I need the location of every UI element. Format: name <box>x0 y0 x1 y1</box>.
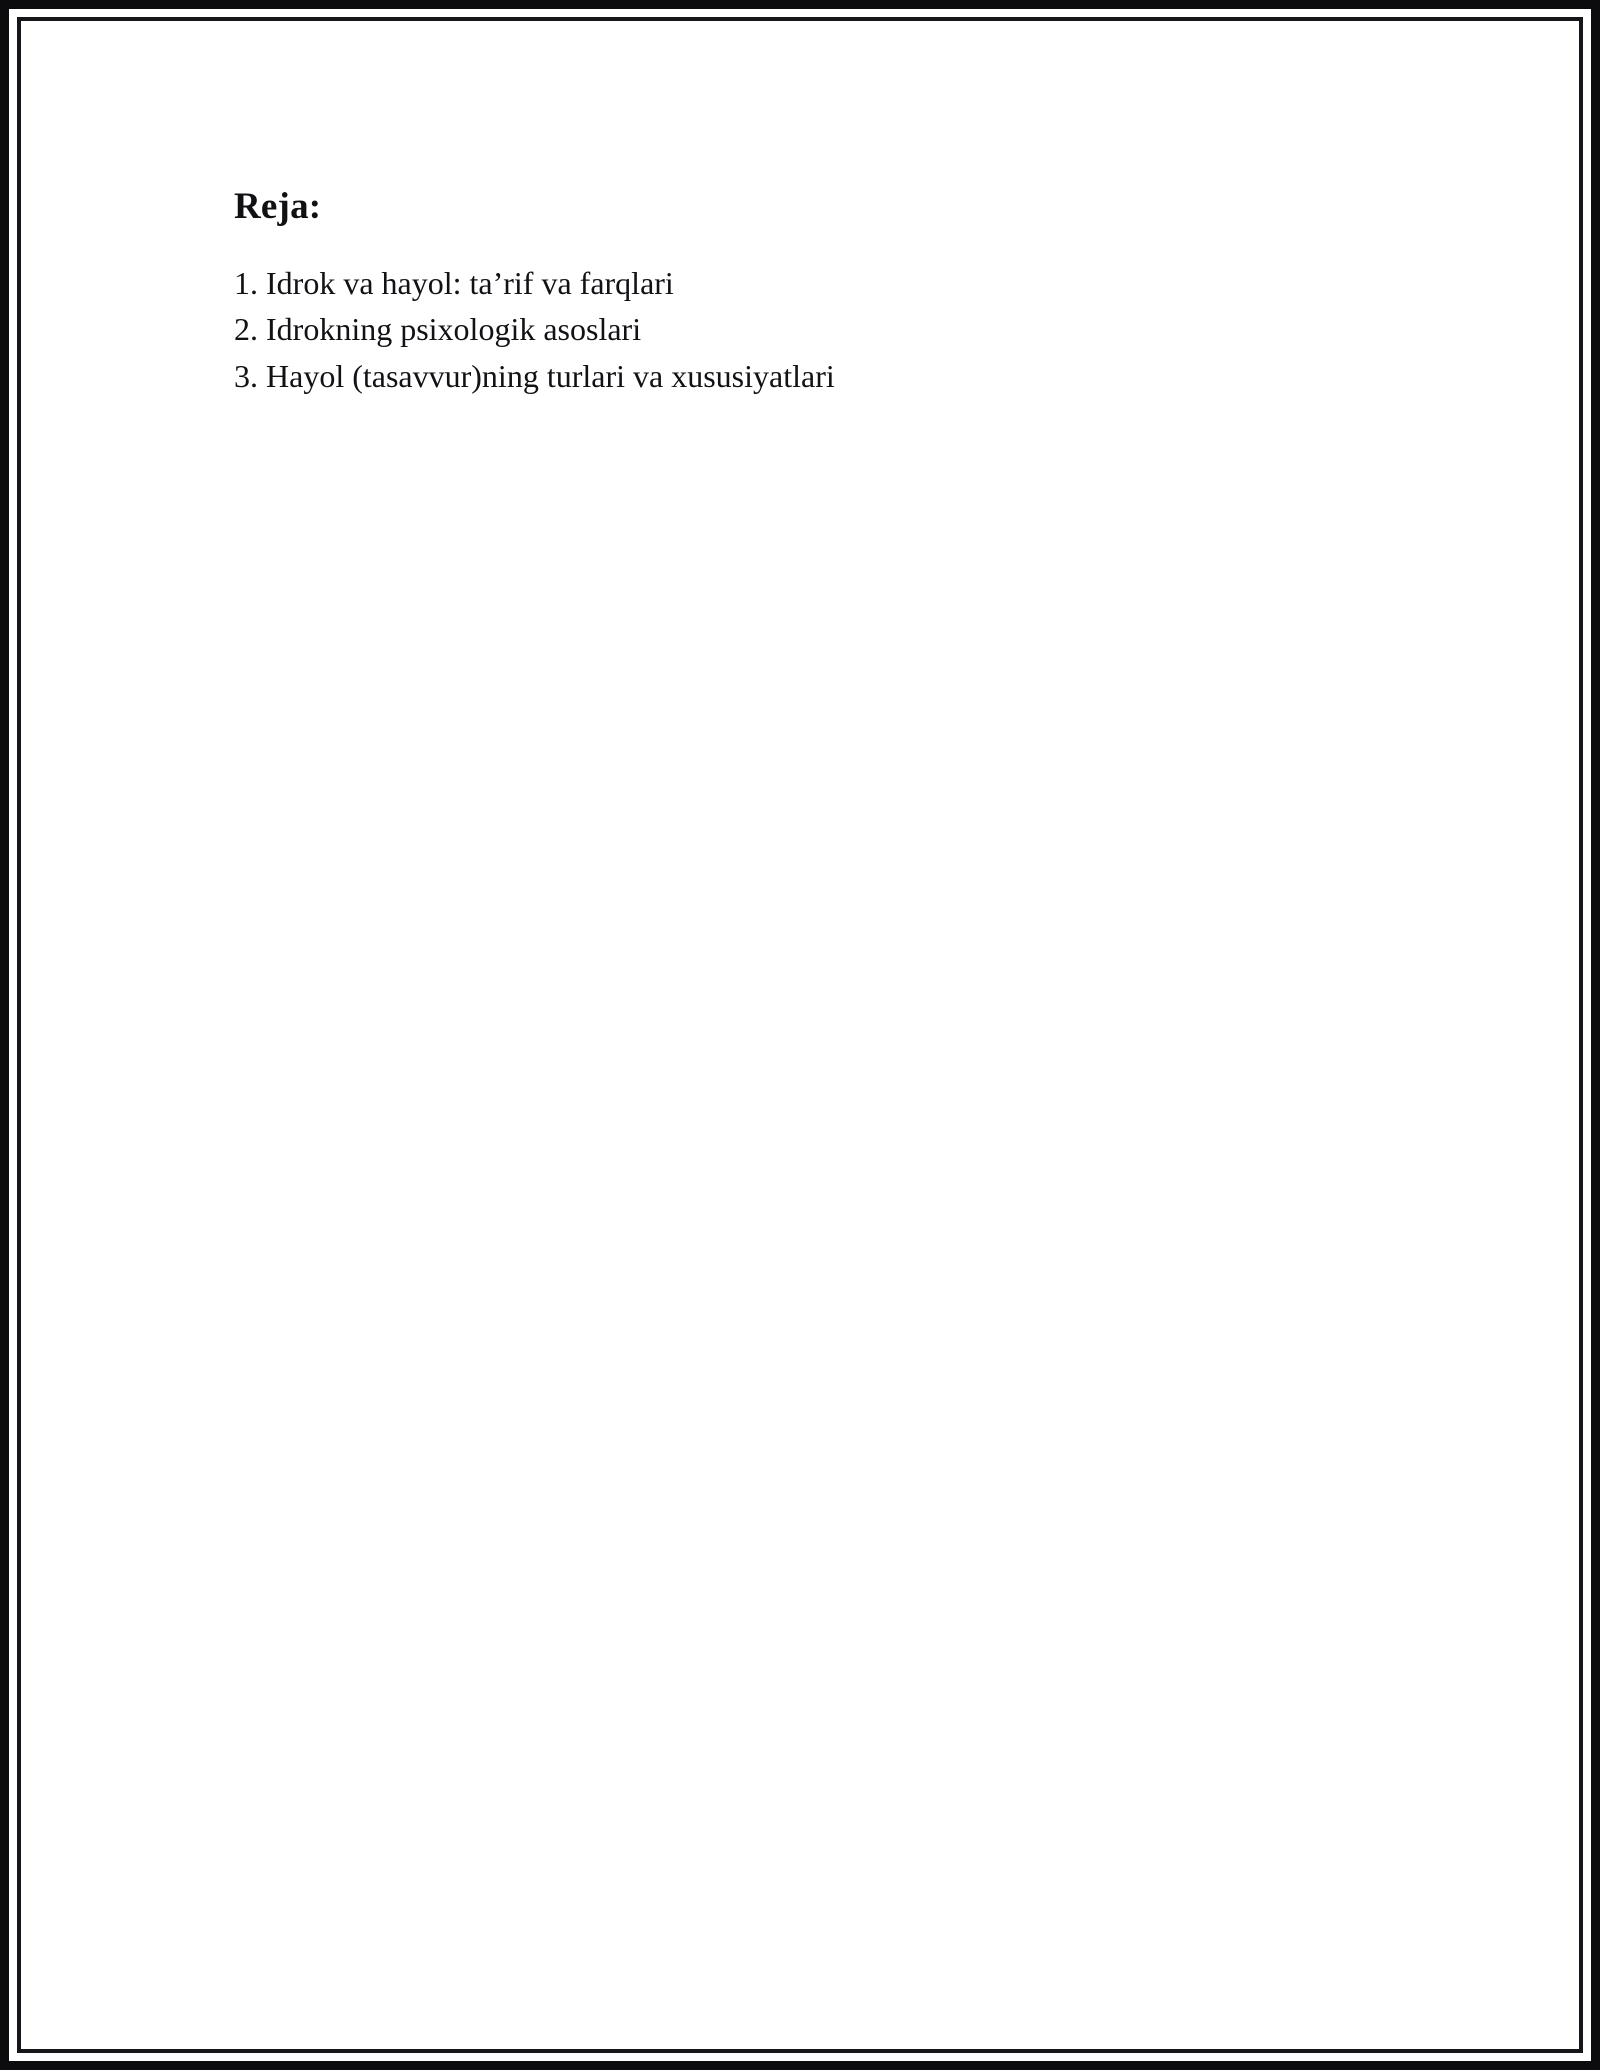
page-sheet <box>21 21 1579 2049</box>
list-item: 2. Idrokning psixologik asoslari <box>234 311 642 348</box>
page-title: Reja: <box>234 186 322 227</box>
list-item: 3. Hayol (tasavvur)ning turlari va xususiyatlari <box>234 357 835 394</box>
plan-list <box>234 260 1354 400</box>
document-content <box>234 186 1354 400</box>
list-item: 1. Idrok va hayol: ta’rif va farqlari <box>234 264 674 301</box>
